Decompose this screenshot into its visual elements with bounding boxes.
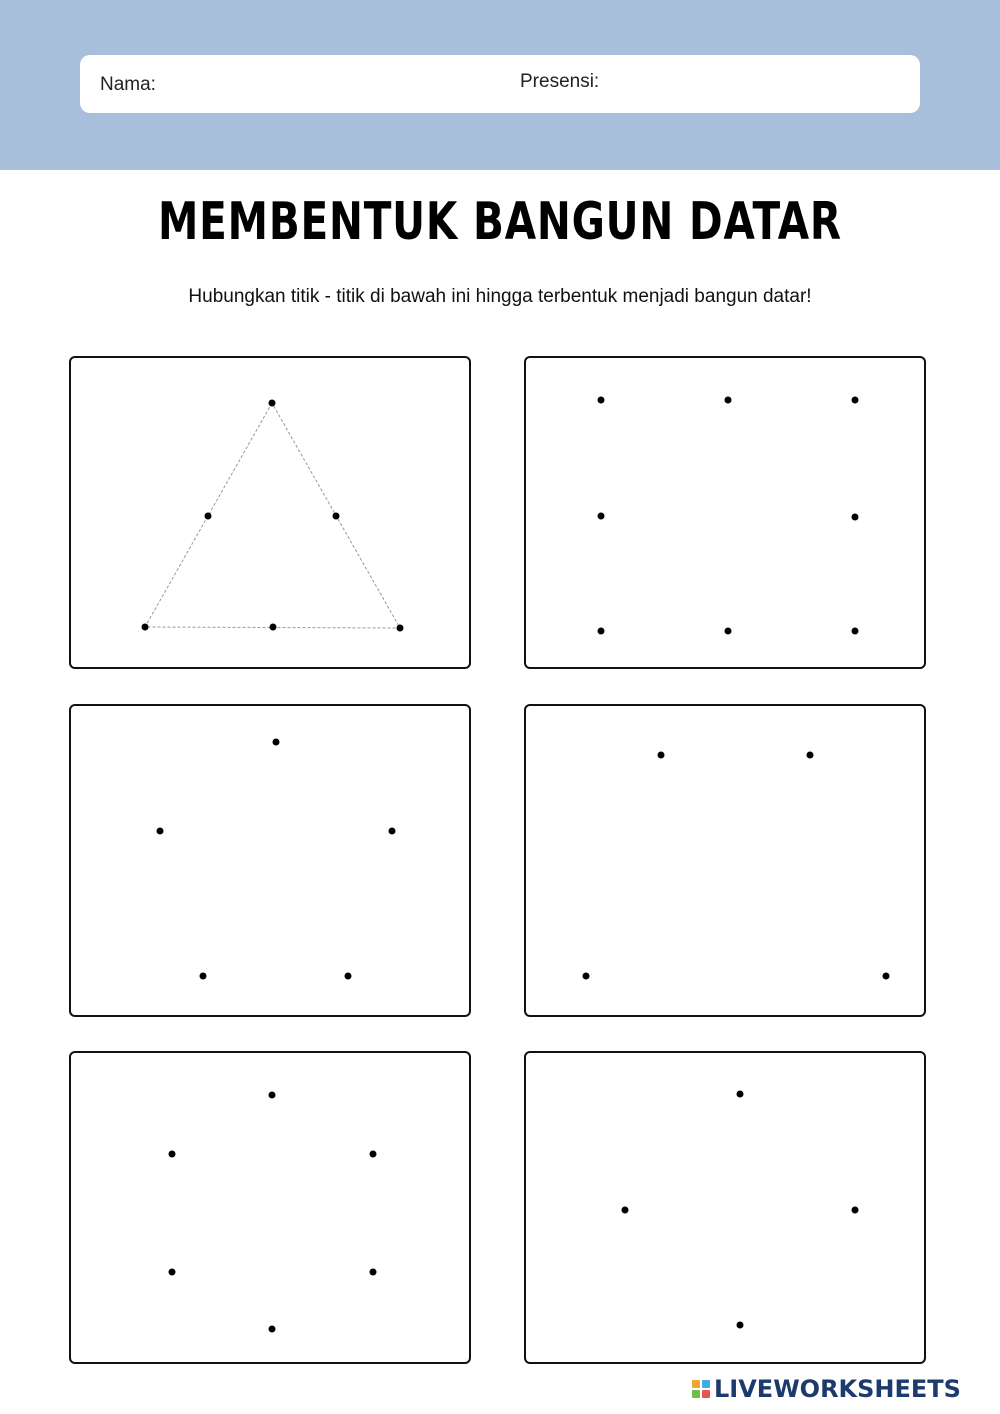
- brand-name: LIVEWORKSHEETS: [714, 1375, 961, 1403]
- dot[interactable]: [622, 1207, 629, 1214]
- dot[interactable]: [345, 973, 352, 980]
- dot[interactable]: [269, 1092, 276, 1099]
- student-info-bar: [80, 55, 920, 113]
- liveworksheets-logo-icon: [692, 1380, 710, 1398]
- dot-canvas-hexagon: [71, 1053, 473, 1366]
- dot[interactable]: [269, 400, 276, 407]
- name-label: Nama:: [100, 74, 156, 95]
- dot-panel-pentagon[interactable]: [69, 704, 471, 1017]
- triangle-guide-outline: [145, 403, 400, 628]
- dot[interactable]: [397, 625, 404, 632]
- dot-panel-triangle[interactable]: [69, 356, 471, 669]
- dot[interactable]: [270, 624, 277, 631]
- dot-canvas-trapezoid: [526, 706, 928, 1019]
- dot[interactable]: [852, 1207, 859, 1214]
- dot[interactable]: [370, 1151, 377, 1158]
- dot[interactable]: [658, 752, 665, 759]
- header-band: [0, 0, 1000, 170]
- dot-panel-rhombus[interactable]: [524, 1051, 926, 1364]
- dot-panel-square[interactable]: [524, 356, 926, 669]
- worksheet-title: MEMBENTUK BANGUN DATAR: [158, 192, 842, 252]
- dot[interactable]: [807, 752, 814, 759]
- dot[interactable]: [157, 828, 164, 835]
- dot[interactable]: [598, 397, 605, 404]
- instruction-text: Hubungkan titik - titik di bawah ini hingga terbentuk menjadi bangun datar!: [188, 286, 812, 307]
- dot-panel-hexagon[interactable]: [69, 1051, 471, 1364]
- dot[interactable]: [169, 1269, 176, 1276]
- dot[interactable]: [852, 397, 859, 404]
- dot[interactable]: [142, 624, 149, 631]
- dot[interactable]: [852, 514, 859, 521]
- dot[interactable]: [598, 513, 605, 520]
- dot[interactable]: [169, 1151, 176, 1158]
- dot[interactable]: [725, 397, 732, 404]
- dot[interactable]: [205, 513, 212, 520]
- dot-canvas-rhombus: [526, 1053, 928, 1366]
- dot[interactable]: [333, 513, 340, 520]
- dot-canvas-pentagon: [71, 706, 473, 1019]
- dot-panel-trapezoid[interactable]: [524, 704, 926, 1017]
- dot[interactable]: [883, 973, 890, 980]
- dot-canvas-square: [526, 358, 928, 671]
- dot[interactable]: [200, 973, 207, 980]
- dot[interactable]: [725, 628, 732, 635]
- presence-label: Presensi:: [520, 71, 600, 92]
- dot[interactable]: [737, 1091, 744, 1098]
- dot[interactable]: [583, 973, 590, 980]
- dot[interactable]: [737, 1322, 744, 1329]
- dot-canvas-triangle: [71, 358, 473, 671]
- dot[interactable]: [273, 739, 280, 746]
- dot[interactable]: [389, 828, 396, 835]
- liveworksheets-logo[interactable]: [692, 1374, 961, 1404]
- dot[interactable]: [598, 628, 605, 635]
- dot[interactable]: [852, 628, 859, 635]
- dot[interactable]: [370, 1269, 377, 1276]
- dot[interactable]: [269, 1326, 276, 1333]
